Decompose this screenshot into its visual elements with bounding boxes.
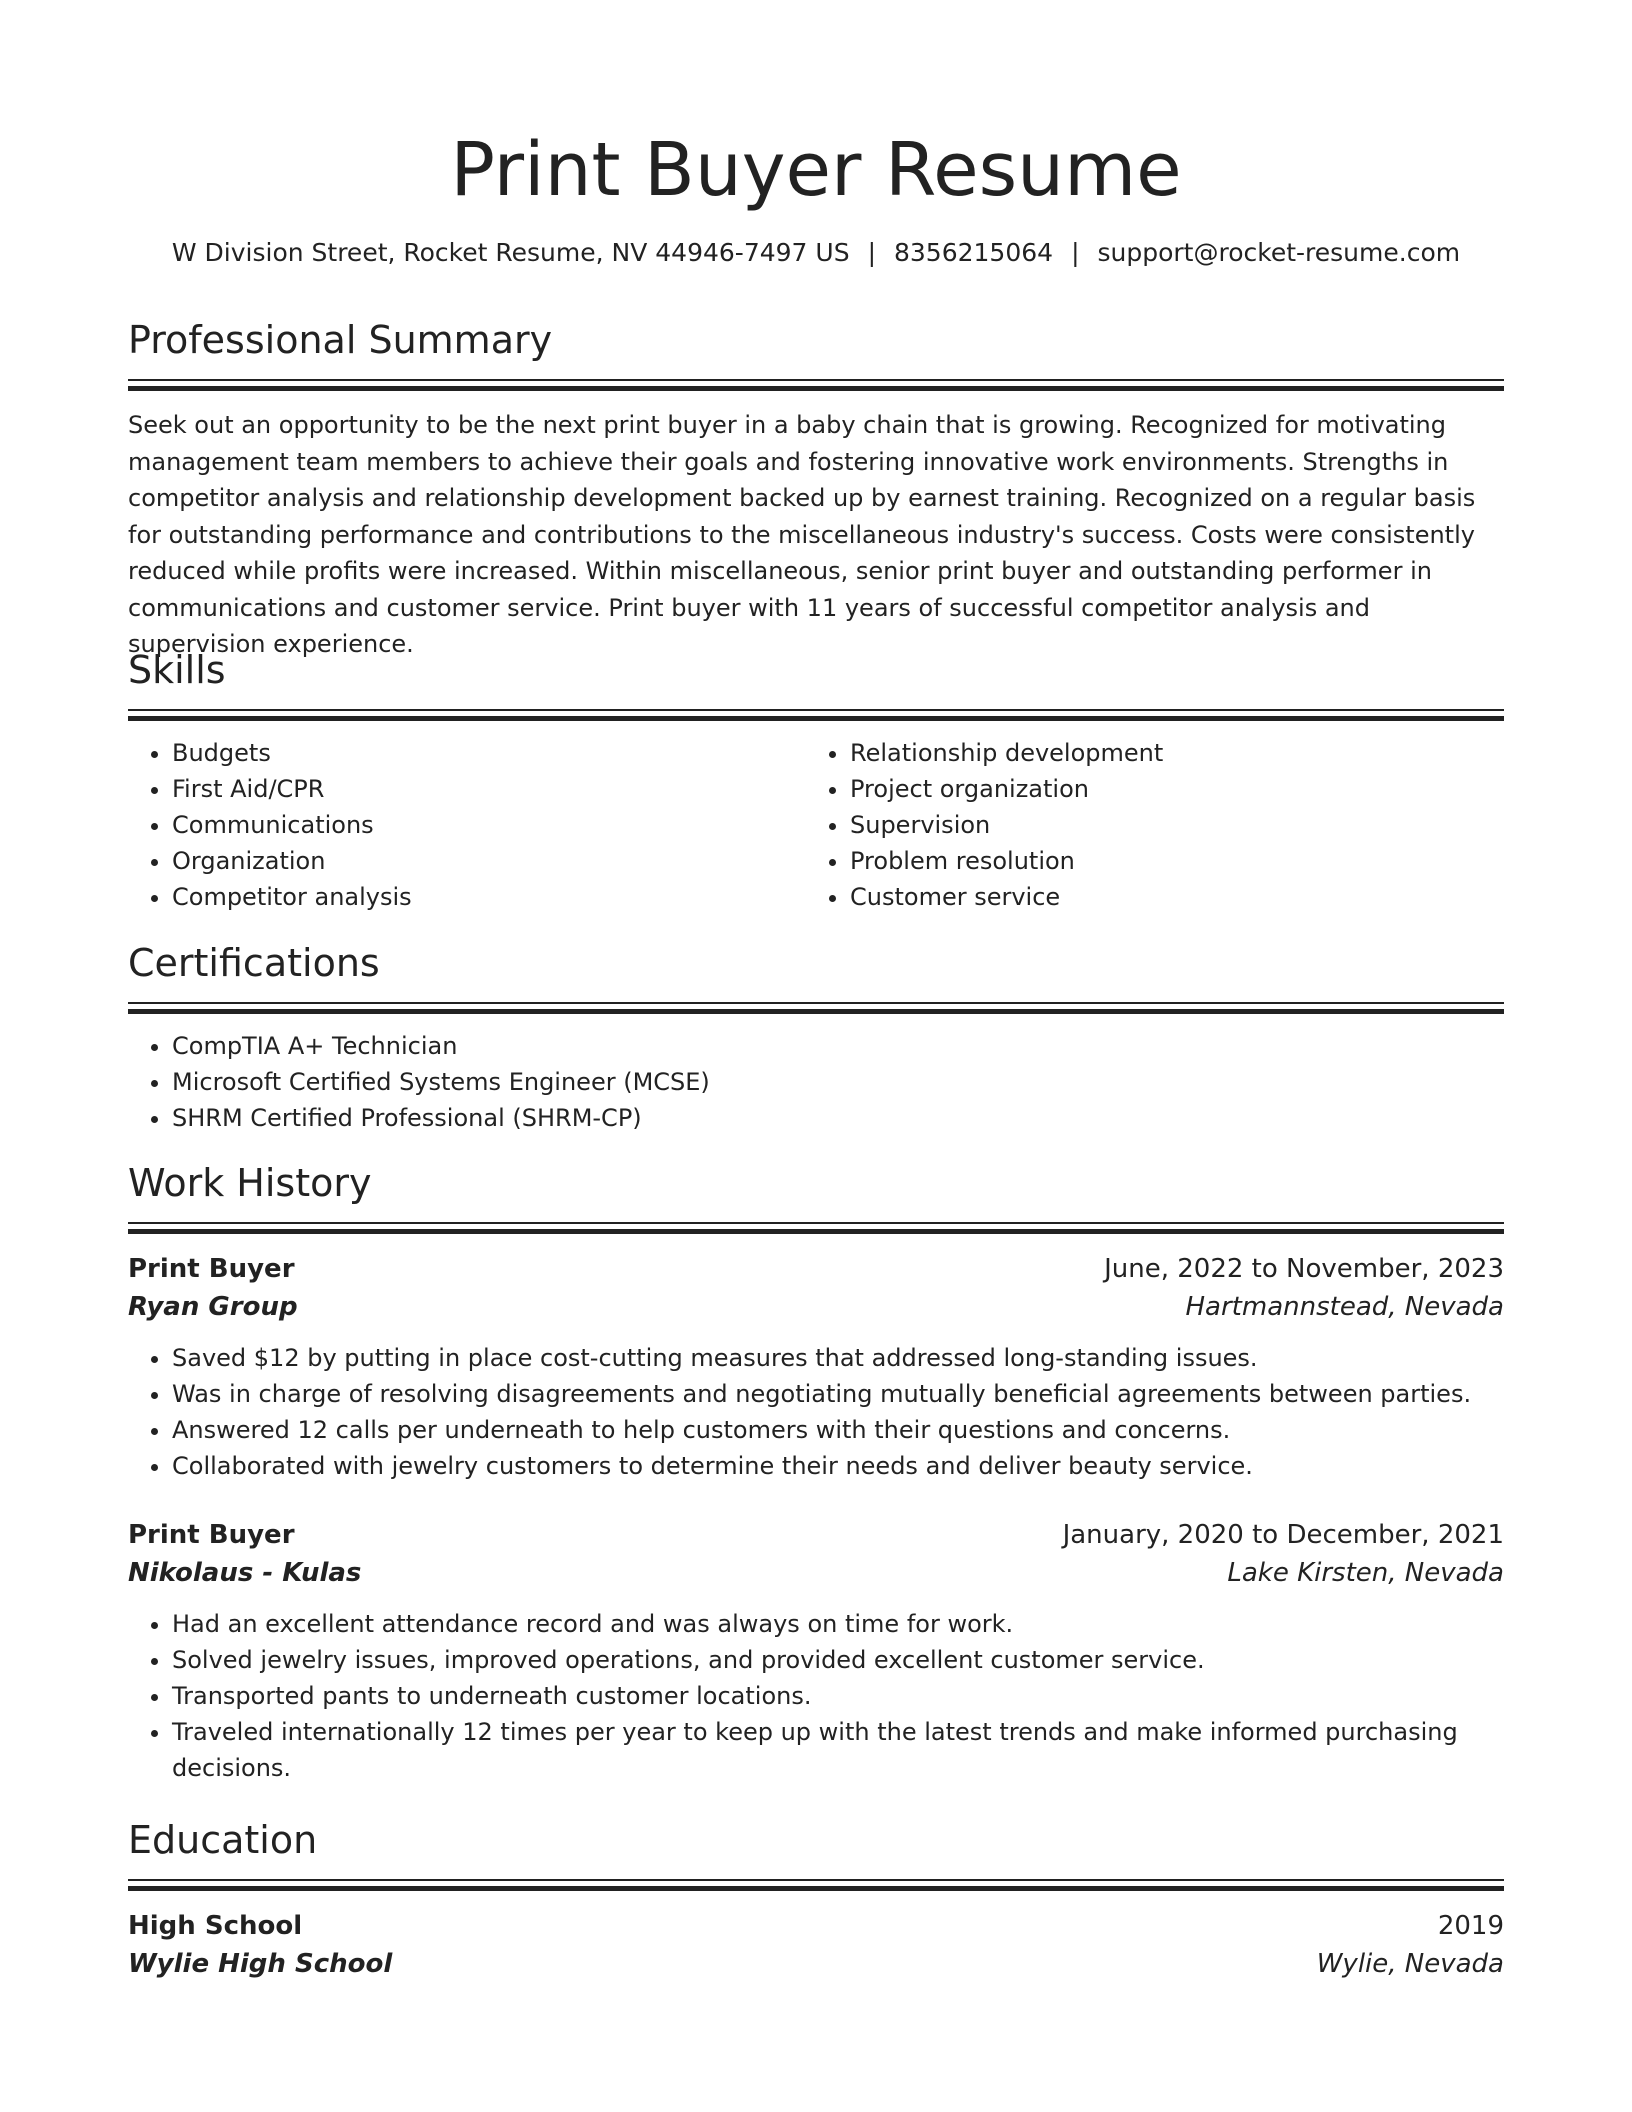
skill-item: • Customer service	[850, 879, 1484, 915]
job-dates: January, 2020 to December, 2021	[1062, 1520, 1504, 1550]
job-title: Print Buyer	[128, 1520, 295, 1550]
contact-address: W Division Street, Rocket Resume, NV 44946-7497 US	[171, 238, 850, 267]
resume-header	[128, 0, 1504, 270]
contact-phone: 8356215064	[894, 238, 1054, 267]
summary-section	[128, 315, 1504, 663]
skill-item: • Budgets	[172, 735, 806, 771]
education-section	[128, 1815, 1504, 1983]
education-degree: High School	[128, 1911, 303, 1941]
job-bullet: • Was in charge of resolving disagreements and negotiating mutually beneficial agreements between parties.	[172, 1376, 1504, 1412]
job-bullet: • Had an excellent attendance record and was always on time for work.	[172, 1606, 1504, 1642]
skills-left-list	[128, 735, 806, 915]
job-subheader	[128, 1288, 1504, 1326]
job-header	[128, 1516, 1504, 1554]
skill-item: • Competitor analysis	[172, 879, 806, 915]
certification-item: • SHRM Certified Professional (SHRM-CP)	[172, 1100, 1504, 1136]
contact-line	[128, 236, 1504, 270]
job-subheader	[128, 1554, 1504, 1592]
job-title: Print Buyer	[128, 1254, 295, 1284]
certifications-section	[128, 938, 1504, 1136]
job-bullet: • Transported pants to underneath customer locations.	[172, 1678, 1504, 1714]
section-divider	[128, 709, 1504, 721]
section-divider	[128, 1222, 1504, 1234]
work-history-section	[128, 1158, 1504, 1786]
education-entry	[128, 1907, 1504, 1983]
certification-item: • Microsoft Certified Systems Engineer (MCSE)	[172, 1064, 1504, 1100]
contact-email: support@rocket-resume.com	[1097, 238, 1461, 267]
certification-item: • CompTIA A+ Technician	[172, 1028, 1504, 1064]
education-year: 2019	[1437, 1911, 1504, 1941]
education-subheader	[128, 1945, 1504, 1983]
skills-section	[128, 645, 1504, 915]
section-divider	[128, 379, 1504, 391]
certifications-list	[128, 1028, 1504, 1136]
education-header	[128, 1907, 1504, 1945]
job-header	[128, 1250, 1504, 1288]
skill-item: • Problem resolution	[850, 843, 1484, 879]
section-title-work-history: Work History	[128, 1161, 372, 1205]
contact-separator: |	[1071, 238, 1080, 267]
job-bullet: • Traveled internationally 12 times per year to keep up with the latest trends and make informed purchasing decisions.	[172, 1714, 1504, 1786]
summary-text: Seek out an opportunity to be the next print buyer in a baby chain that is growing. Recognized for motivating management team members to achieve their goals and fostering innovative work environments. Strengths in competitor analysis and relationship development backed up by earnest training. Recognized on a regular basis for outstanding performance and contributions to the miscellaneous industry's success. Costs were consistently reduced while profits were increased. Within miscellaneous, senior print buyer and outstanding performer in communications and customer service. Print buyer with 11 years of successful competitor analysis and supervision experience.	[128, 411, 1476, 658]
job-location: Hartmannstead, Nevada	[1185, 1292, 1504, 1322]
job-bullets	[128, 1340, 1504, 1484]
job-bullet: • Saved $12 by putting in place cost-cutting measures that addressed long-standing issues.	[172, 1340, 1504, 1376]
job-company: Nikolaus - Kulas	[128, 1558, 362, 1588]
skill-item: • Supervision	[850, 807, 1484, 843]
education-school: Wylie High School	[128, 1949, 393, 1979]
skill-item: • Relationship development	[850, 735, 1484, 771]
section-title-skills: Skills	[128, 648, 226, 692]
resume-name: Print Buyer Resume	[450, 127, 1182, 213]
job-bullet: • Answered 12 calls per underneath to help customers with their questions and concerns.	[172, 1412, 1504, 1448]
job-entry	[128, 1250, 1504, 1484]
job-location: Lake Kirsten, Nevada	[1227, 1558, 1504, 1588]
job-bullet: • Solved jewelry issues, improved operations, and provided excellent customer service.	[172, 1642, 1504, 1678]
contact-separator: |	[867, 238, 876, 267]
job-bullets	[128, 1606, 1504, 1786]
skill-item: • Communications	[172, 807, 806, 843]
section-divider	[128, 1879, 1504, 1891]
skills-right-list	[806, 735, 1484, 915]
job-company: Ryan Group	[128, 1292, 298, 1322]
skills-grid	[128, 735, 1504, 915]
section-title-certifications: Certifications	[128, 941, 380, 985]
job-bullet: • Collaborated with jewelry customers to determine their needs and deliver beauty service.	[172, 1448, 1504, 1484]
skill-item: • Organization	[172, 843, 806, 879]
skill-item: • Project organization	[850, 771, 1484, 807]
job-entry	[128, 1516, 1504, 1786]
section-divider	[128, 1002, 1504, 1014]
section-title-summary: Professional Summary	[128, 318, 553, 362]
education-location: Wylie, Nevada	[1316, 1949, 1504, 1979]
job-dates: June, 2022 to November, 2023	[1104, 1254, 1504, 1284]
section-title-education: Education	[128, 1818, 318, 1862]
skill-item: • First Aid/CPR	[172, 771, 806, 807]
